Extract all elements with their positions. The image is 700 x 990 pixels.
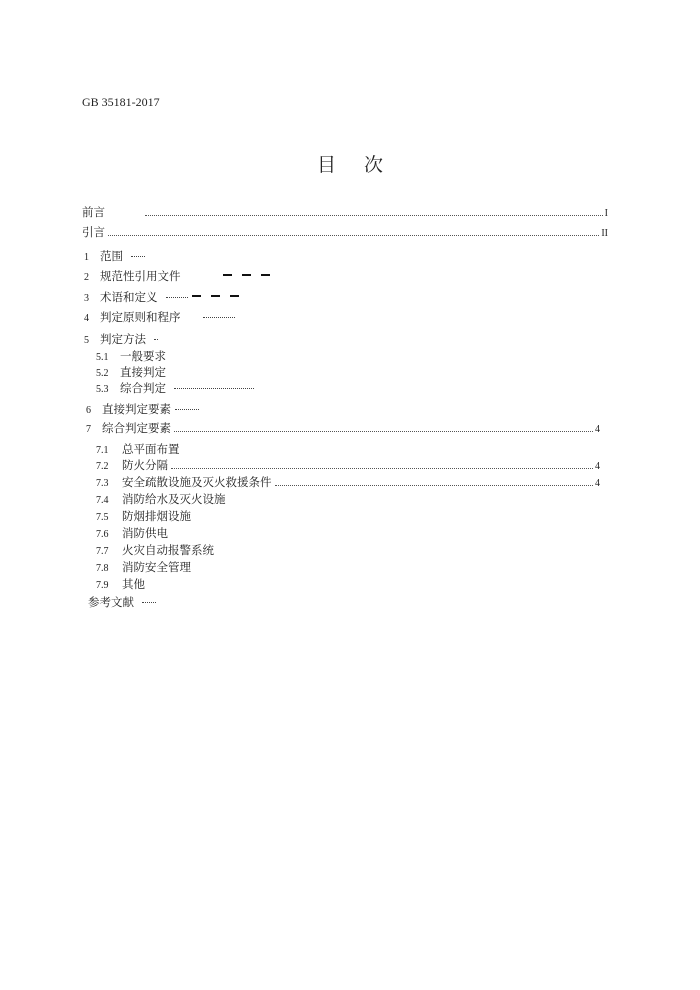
toc-page-number: I xyxy=(604,208,608,219)
toc-label: 综合判定 xyxy=(120,381,166,395)
toc-number: 4 xyxy=(84,313,89,324)
toc-label: 参考文献 xyxy=(88,595,134,609)
page-title: 目次 xyxy=(316,154,411,176)
dot-leader xyxy=(174,431,593,432)
leader-dash xyxy=(223,274,232,276)
toc-page-number: II xyxy=(601,228,608,239)
leader-dash xyxy=(242,274,251,276)
dot-leader xyxy=(203,317,235,318)
toc-label: 判定方法 xyxy=(100,332,146,346)
toc-label: 防烟排烟设施 xyxy=(122,509,191,523)
toc-entry[interactable] xyxy=(96,491,226,507)
toc-number: 5.3 xyxy=(96,384,109,395)
dot-leader xyxy=(275,485,594,486)
toc-entry[interactable] xyxy=(86,401,199,417)
toc-number: 1 xyxy=(84,252,89,263)
toc-page-number: 4 xyxy=(595,424,600,435)
toc-entry[interactable] xyxy=(84,309,235,325)
dot-leader xyxy=(174,388,254,389)
toc-page-number: 4 xyxy=(595,461,600,472)
toc-label: 防火分隔 xyxy=(122,458,168,472)
toc-entry[interactable] xyxy=(84,268,270,284)
toc-entry[interactable] xyxy=(84,248,145,264)
toc-number: 7.3 xyxy=(96,478,109,489)
toc-number: 7 xyxy=(86,424,91,435)
toc-number: 7.7 xyxy=(96,546,109,557)
dot-leader xyxy=(175,409,199,410)
dot-leader xyxy=(108,235,599,236)
toc-entry[interactable] xyxy=(84,289,239,305)
toc-number: 2 xyxy=(84,272,89,283)
toc-number: 7.5 xyxy=(96,512,109,523)
toc-label: 综合判定要素 xyxy=(102,421,171,435)
dot-leader xyxy=(166,297,188,298)
toc-page-number: 4 xyxy=(595,478,600,489)
toc-label: 直接判定要素 xyxy=(102,402,171,416)
toc-entry[interactable] xyxy=(96,559,191,575)
toc-label: 火灾自动报警系统 xyxy=(122,543,214,557)
toc-entry[interactable] xyxy=(96,441,180,457)
leader-dash xyxy=(230,295,239,297)
leader-dash xyxy=(261,274,270,276)
toc-label: 总平面布置 xyxy=(122,442,180,456)
toc-number: 5.2 xyxy=(96,368,109,379)
toc-number: 5 xyxy=(84,335,89,346)
toc-number: 3 xyxy=(84,293,89,304)
toc-label: 消防安全管理 xyxy=(122,560,191,574)
toc-entry[interactable] xyxy=(96,348,166,364)
toc-number: 7.9 xyxy=(96,580,109,591)
toc-number: 7.8 xyxy=(96,563,109,574)
toc-entry[interactable] xyxy=(86,420,600,436)
toc-label: 消防供电 xyxy=(122,526,168,540)
toc-entry-bibliography[interactable] xyxy=(88,594,156,610)
toc-entry[interactable] xyxy=(96,525,168,541)
dot-leader xyxy=(171,468,593,469)
toc-label: 规范性引用文件 xyxy=(100,269,181,283)
leader-dash xyxy=(211,295,220,297)
toc-entry[interactable] xyxy=(96,508,191,524)
dot-leader xyxy=(154,339,158,340)
toc-number: 6 xyxy=(86,405,91,416)
toc-entry[interactable] xyxy=(96,474,600,490)
toc-entry[interactable] xyxy=(96,364,166,380)
toc-entry[interactable] xyxy=(96,542,214,558)
toc-entry-introduction[interactable] xyxy=(82,224,608,240)
toc-number: 7.6 xyxy=(96,529,109,540)
toc-number: 7.2 xyxy=(96,461,109,472)
toc-entry[interactable] xyxy=(96,576,145,592)
toc-number: 7.4 xyxy=(96,495,109,506)
toc-entry[interactable] xyxy=(96,457,600,473)
toc-label: 判定原则和程序 xyxy=(100,310,181,324)
toc-entry[interactable] xyxy=(96,380,254,396)
toc-number: 7.1 xyxy=(96,445,109,456)
toc-label: 一般要求 xyxy=(120,349,166,363)
dot-leader xyxy=(131,256,145,257)
toc-entry-foreword[interactable] xyxy=(82,204,608,220)
leader-dash xyxy=(192,295,201,297)
toc-label: 术语和定义 xyxy=(100,290,158,304)
toc-label: 引言 xyxy=(82,225,105,239)
toc-number: 5.1 xyxy=(96,352,109,363)
toc-label: 直接判定 xyxy=(120,365,166,379)
toc-label: 范围 xyxy=(100,249,123,263)
toc-label: 消防给水及灭火设施 xyxy=(122,492,226,506)
dot-leader xyxy=(142,602,156,603)
dot-leader xyxy=(145,215,603,216)
toc-label: 前言 xyxy=(82,205,105,219)
toc-entry[interactable] xyxy=(84,331,158,347)
toc-label: 安全疏散设施及灭火救援条件 xyxy=(122,475,272,489)
toc-label: 其他 xyxy=(122,577,145,591)
standard-number: GB 35181-2017 xyxy=(82,95,160,109)
